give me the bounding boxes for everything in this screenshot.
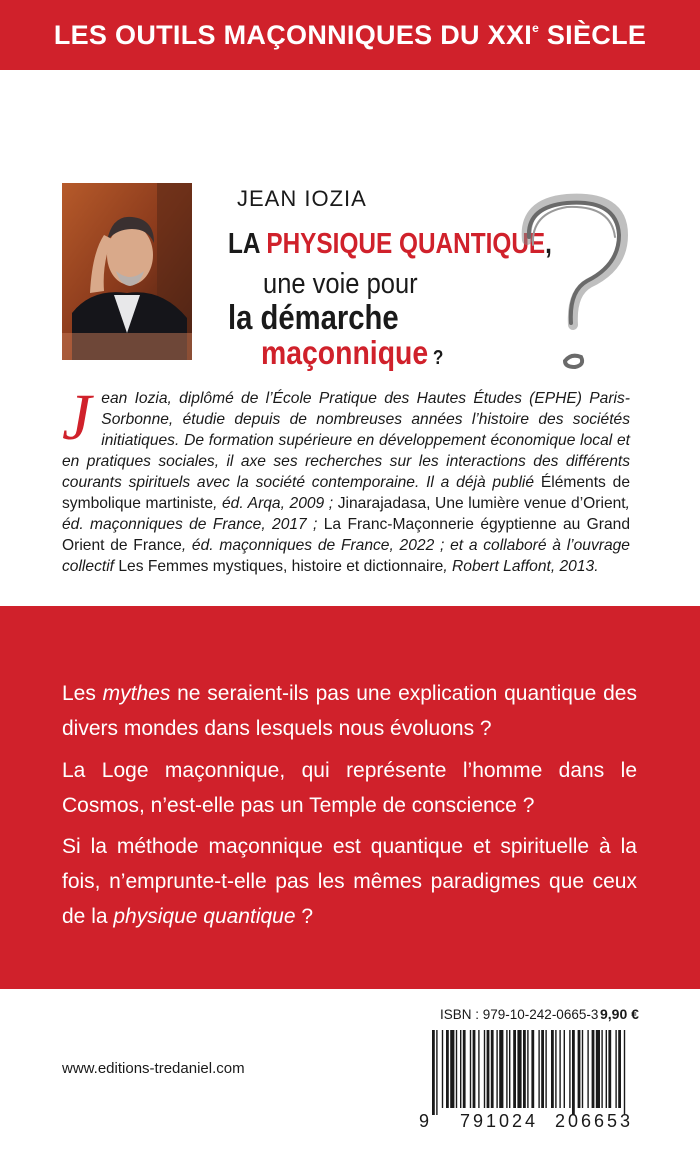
barcode-bar (618, 1030, 621, 1108)
barcode-bar (608, 1030, 611, 1108)
barcode-bar (460, 1030, 461, 1108)
barcode-right-group: 206653 (555, 1111, 634, 1131)
barcode-digits (414, 1111, 644, 1133)
author-photo (62, 183, 192, 360)
barcode-bar (513, 1030, 516, 1108)
question-mark-illustration (505, 185, 645, 370)
barcode-bar (442, 1030, 443, 1108)
blurb-paragraph-2: La Loge maçonnique, qui représente l’homme dans le Cosmos, n’est-elle pas un Temple de conscience ? (62, 759, 637, 817)
barcode-bar (541, 1030, 544, 1108)
barcode-bar (587, 1030, 588, 1108)
barcode-bar (569, 1030, 570, 1108)
barcode-bar (615, 1030, 616, 1108)
barcode-bar (456, 1030, 457, 1108)
barcode-bar (496, 1030, 497, 1108)
barcode-bar (531, 1030, 534, 1108)
barcode-bar (470, 1030, 471, 1108)
drop-cap: J (62, 381, 92, 454)
title-line-1: LA PHYSIQUE QUANTIQUE, (228, 228, 552, 260)
barcode-bar (559, 1030, 560, 1108)
barcode-bar (432, 1030, 435, 1115)
title-line-3: la démarche (228, 299, 399, 337)
barcode-bar (484, 1030, 485, 1108)
barcode-bar (545, 1030, 546, 1108)
barcode-bar (564, 1030, 565, 1108)
barcode-bar (509, 1030, 510, 1108)
blurb-paragraph-3: Si la méthode maçonnique est quantique et spirituelle à la fois, n’emprunte-t-elle pas les mêmes paradigmes que ceux de la physique quantique ? (62, 835, 637, 928)
barcode-bar (624, 1030, 625, 1115)
barcode-bar (491, 1030, 494, 1108)
barcode-bar (538, 1030, 539, 1108)
barcode-bar (473, 1030, 476, 1108)
barcode-bar (527, 1030, 528, 1108)
publisher-website: www.editions-tredaniel.com (62, 1060, 245, 1077)
barcode-bar (572, 1030, 575, 1115)
price-label: 9,90 € (600, 1006, 639, 1022)
barcode-bar (487, 1030, 490, 1108)
title-line-2: une voie pour (263, 268, 418, 300)
author-name: JEAN IOZIA (237, 186, 367, 211)
barcode-bar (450, 1030, 454, 1108)
title-line-4: maçonnique ? (261, 334, 444, 371)
barcode-bar (478, 1030, 479, 1108)
barcode-bar (555, 1030, 556, 1108)
barcode-bar (523, 1030, 526, 1108)
barcode-bar (582, 1030, 583, 1108)
author-biography: Jean Iozia, diplômé de l’École Pratique des Hautes Études (EPHE) Paris-Sorbonne, étudie depuis de nombreuses années l’histoire des sociétés initiatiques. De formation supérieure en développement économique local et en pratiques sociales, il axe ses recherches sur les interactions des différents courants spirituels avec la société contemporaine. Il a déjà publié Éléments de symbolique martiniste, éd. Arqa, 2009 ; Jinarajadasa, Une lumière venue d’Orient, éd. maçonniques de France, 2017 ; La Franc-Maçonnerie égyptienne au Grand Orient de France, éd. maçonniques de France, 2022 ; et a collaboré à l’ouvrage collectif Les Femmes mystiques, histoire et dictionnaire, Robert Laffont, 2013. (62, 381, 630, 575)
barcode-bar (436, 1030, 437, 1115)
barcode-bar (578, 1030, 581, 1108)
barcode-left-group: 791024 (460, 1111, 539, 1131)
series-banner (0, 0, 700, 70)
blurb-paragraph-1: Les mythes ne seraient-ils pas une explication quantique des divers mondes dans lesquels nous évoluons ? (62, 682, 637, 740)
barcode-bar (596, 1030, 600, 1108)
isbn-label: ISBN : 979-10-242-0665-3 (440, 1007, 599, 1022)
barcode-first-digit: 9 (419, 1111, 430, 1131)
barcode-bar (606, 1030, 607, 1108)
series-title: LES OUTILS MAÇONNIQUES DU XXIe SIÈCLE (53, 19, 647, 50)
barcode-bar (463, 1030, 466, 1108)
barcode-bar (506, 1030, 507, 1108)
barcode-bar (446, 1030, 449, 1108)
barcode-bar (601, 1030, 602, 1108)
barcode-bar (517, 1030, 521, 1108)
barcode-bar (499, 1030, 503, 1108)
barcode-bar (551, 1030, 554, 1108)
barcode-bar (592, 1030, 595, 1108)
